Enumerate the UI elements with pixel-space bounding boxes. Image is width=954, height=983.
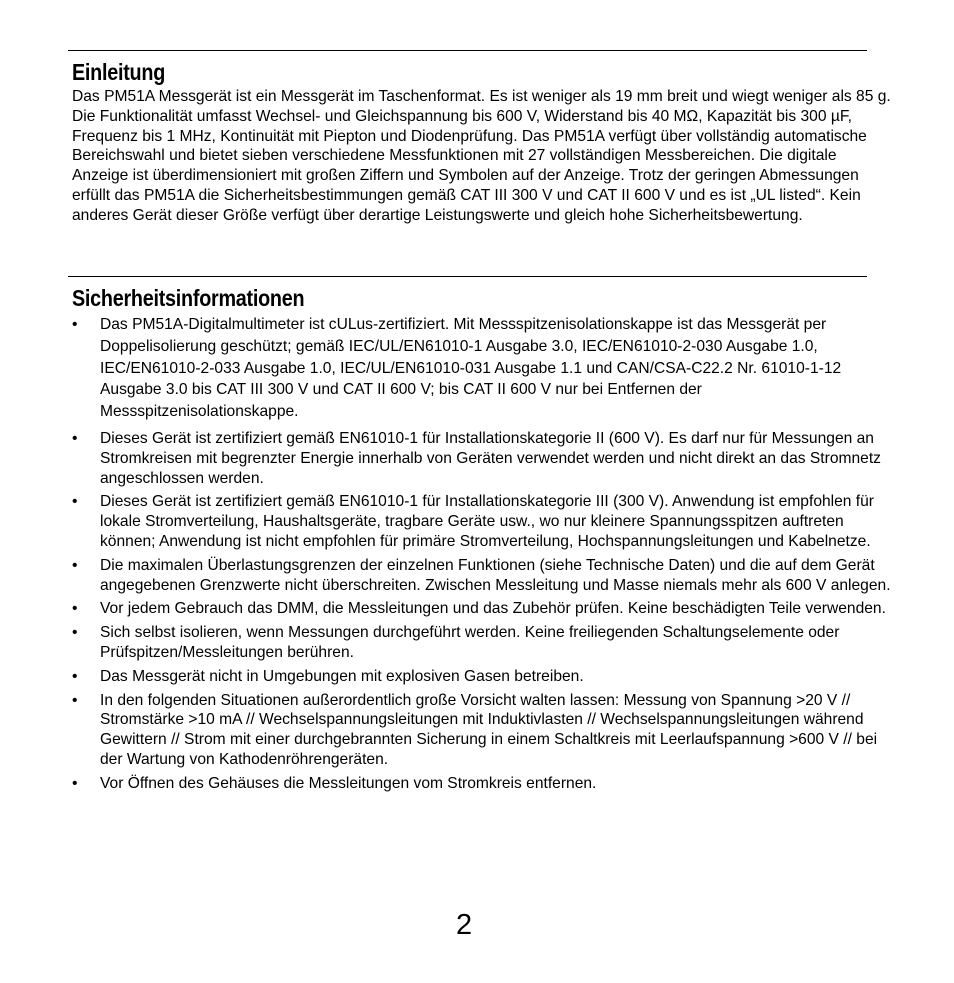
- page-number: 2: [456, 909, 473, 941]
- list-item-text: In den folgenden Situationen außerordentlich große Vorsicht walten lassen: Messung von Spannung >20 V // Stromstärke >10 mA // Wechselspannungsleitungen mit Induktivlasten // Wechselspannungsleitungen während Gewittern // Strom mit einer durchgebrannten Sicherung in einem Schaltkreis mit Leerlaufspannung >600 V // bei der Wartung von Kathodenröhrengeräten.: [100, 691, 878, 768]
- list-item-text: Dieses Gerät ist zertifiziert gemäß EN61010-1 für Installationskategorie II (600 V). Es darf nur für Messungen an Stromkreisen mit begrenzter Energie innerhalb von Geräten verwendet werden und nicht direkt an das Stromnetz angeschlossen werden.: [100, 429, 881, 487]
- intro-heading: Einleitung: [72, 59, 166, 85]
- top-rule: [68, 50, 867, 51]
- bullet-icon: •: [72, 316, 78, 333]
- safety-list: [72, 314, 894, 798]
- list-item-text: Vor jedem Gebrauch das DMM, die Messleitungen und das Zubehör prüfen. Keine beschädigten Teile verwenden.: [100, 600, 886, 618]
- safety-heading: Sicherheitsinformationen: [72, 285, 305, 311]
- list-item-text: Sich selbst isolieren, wenn Messungen durchgeführt werden. Keine freiliegenden Schaltungselemente oder Prüfspitzen/Messleitungen berühren.: [100, 624, 840, 661]
- list-item: [72, 314, 894, 423]
- bullet-icon: •: [72, 429, 78, 447]
- intro-paragraph: Das PM51A Messgerät ist ein Messgerät im Taschenformat. Es ist weniger als 19 mm breit und wiegt weniger als 85 g. Die Funktionalität umfasst Wechsel- und Gleichspannung bis 600 V, Widerstand bis 40 MΩ, Kapazität bis 300 µF, Frequenz bis 1 MHz, Kontinuität mit Piepton und Diodenprüfung. Das PM51A verfügt über vollständig automatische Bereichswahl und bietet sieben verschiedene Messfunktionen mit 27 vollständigen Messbereichen. Die digitale Anzeige ist überdimensioniert mit großen Ziffern und Symbolen auf der Anzeige. Trotz der geringen Abmessungen erfüllt das PM51A die Sicherheitsbestimmungen gemäß CAT III 300 V und CAT II 600 V und es ist „UL listed“. Kein anderes Gerät dieser Größe verfügt über derartige Leistungswerte und gleich hohe Sicherheitsbewertung.: [72, 88, 891, 224]
- list-item: [72, 691, 894, 770]
- list-item-text: Die maximalen Überlastungsgrenzen der einzelnen Funktionen (siehe Technische Daten) und die auf dem Gerät angegebenen Grenzwerte nicht überschreiten. Zwischen Messleitung und Masse niemals mehr als 600 V anlegen.: [100, 556, 891, 594]
- list-item-text: Dieses Gerät ist zertifiziert gemäß EN61010-1 für Installationskategorie III (300 V). Anwendung ist empfohlen für lokale Stromverteilung, Haushaltsgeräte, tragbare Geräte usw., wo nur kleinere Spannungsspitzen auftreten können; Anwendung ist nicht empfohlen für primäre Stromverteilung, Hochspannungsleitungen und Kabelnetze.: [100, 493, 874, 550]
- bullet-icon: •: [72, 691, 78, 709]
- list-item-text: Das PM51A-Digitalmultimeter ist cULus-zertifiziert. Mit Messspitzenisolationskappe ist das Messgerät per Doppelisolierung geschützt; gemäß IEC/UL/EN61010-1 Ausgabe 3.0, IEC/EN61010-2-030 Ausgabe 1.0, IEC/EN61010-2-033 Ausgabe 1.0, IEC/UL/EN61010-031 Ausgabe 1.1 und CAN/CSA-C22.2 Nr. 61010-1-12 Ausgabe 3.0 bis CAT III 300 V und CAT II 600 V; bis CAT II 600 V nur bei Entfernen der Messspitzenisolationskappe.: [100, 316, 842, 421]
- bullet-icon: •: [72, 600, 78, 618]
- list-item: [72, 429, 894, 488]
- bullet-icon: •: [72, 493, 78, 511]
- section-rule: [68, 276, 867, 277]
- list-item: [72, 623, 894, 663]
- bullet-icon: •: [72, 774, 78, 792]
- list-item-text: Das Messgerät nicht in Umgebungen mit explosiven Gasen betreiben.: [100, 667, 584, 685]
- list-item: [72, 492, 894, 551]
- list-item: [72, 599, 894, 619]
- bullet-icon: •: [72, 667, 78, 685]
- list-item-text: Vor Öffnen des Gehäuses die Messleitungen vom Stromkreis entfernen.: [100, 774, 597, 792]
- bullet-icon: •: [72, 556, 78, 574]
- list-item: [72, 667, 894, 687]
- list-item: [72, 556, 894, 596]
- list-item: [72, 774, 894, 794]
- bullet-icon: •: [72, 624, 78, 642]
